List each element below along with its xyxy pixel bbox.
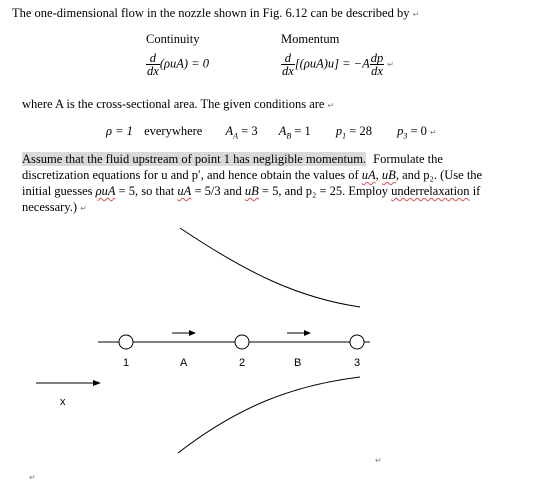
nozzle-lower-wall <box>178 377 360 453</box>
problem-line4-text: necessary.) <box>22 200 78 214</box>
everywhere-text: everywhere <box>144 124 203 138</box>
continuity-d: d <box>146 52 160 65</box>
node-2-label: 2 <box>239 357 246 369</box>
continuity-dx: dx <box>147 64 159 78</box>
return-mark: ↵ <box>375 456 382 465</box>
area-b-condition: $A_B = 1$ <box>278 124 311 141</box>
continuity-expression: (ρuA) = 0 <box>159 56 209 71</box>
problem-line1-rest: Formulate the <box>373 152 443 166</box>
nozzle-upper-wall <box>180 228 360 307</box>
rho-condition: ρ = 1 <box>106 124 133 138</box>
problem-line2-end: , and p₂. (Use the <box>395 168 483 182</box>
intro-text: The one-dimensional flow in the nozzle shown in Fig. 6.12 can be described by <box>12 6 410 20</box>
x-direction-arrow-head <box>93 380 101 386</box>
return-mark: ↵ <box>429 128 437 137</box>
node-1-label: 1 <box>123 357 130 369</box>
momentum-heading: Momentum <box>281 32 340 46</box>
momentum-dp: dp <box>370 51 384 65</box>
problem-line3-text: initial guesses <box>22 184 93 198</box>
velocity-a-arrow-head <box>189 330 196 336</box>
return-mark: ↵ <box>80 204 87 213</box>
area-a-condition: $A_A = 3$ <box>225 124 258 141</box>
node-3-circle <box>350 335 364 349</box>
velocity-b-arrow-head <box>304 330 311 336</box>
problem-line-2: discretization equations for u and p′, and hence obtain the values of uA, uB, and p₂. (Use the <box>22 168 483 182</box>
x-axis-label: x <box>60 396 66 408</box>
momentum-dx: dx <box>282 64 294 78</box>
rhouA-symbol: ρuA <box>95 184 116 198</box>
node-b-label: B <box>294 357 302 369</box>
return-mark: ↵ <box>387 60 394 70</box>
uB-symbol: uB <box>381 168 396 182</box>
problem-line2-text: discretization equations for u and p′, and hence obtain the values of <box>22 168 359 182</box>
momentum-expression: [(ρuA)u] = −A <box>294 56 370 71</box>
momentum-d: d <box>281 52 295 65</box>
return-mark: ↵ <box>29 473 36 482</box>
p1-condition: $p_1 = 28$ <box>335 124 372 141</box>
node-2-circle <box>235 335 249 349</box>
problem-line-3: initial guesses ρuA = 5, so that uA = 5/3 and uB = 5, and p₂ = 25. Employ underrelaxation if <box>22 184 481 198</box>
uA-guess-symbol: uA <box>177 184 192 198</box>
continuity-heading: Continuity <box>146 32 200 46</box>
node-3-label: 3 <box>354 357 361 369</box>
p3-condition: $p_3 = 0$ <box>397 124 427 141</box>
highlighted-sentence: Assume that the fluid upstream of point 1 has negligible momentum. <box>22 152 367 166</box>
where-text: where A is the cross-sectional area. The given conditions are <box>22 97 325 111</box>
uB-guess-symbol: uB <box>244 184 259 198</box>
momentum-dx2: dx <box>371 64 383 78</box>
return-mark: ↵ <box>327 101 335 110</box>
uA-symbol: uA <box>361 168 376 182</box>
node-1-circle <box>119 335 133 349</box>
return-mark: ↵ <box>412 10 420 19</box>
node-a-label: A <box>180 357 188 369</box>
underrelaxation-word: underrelaxation <box>391 184 470 198</box>
